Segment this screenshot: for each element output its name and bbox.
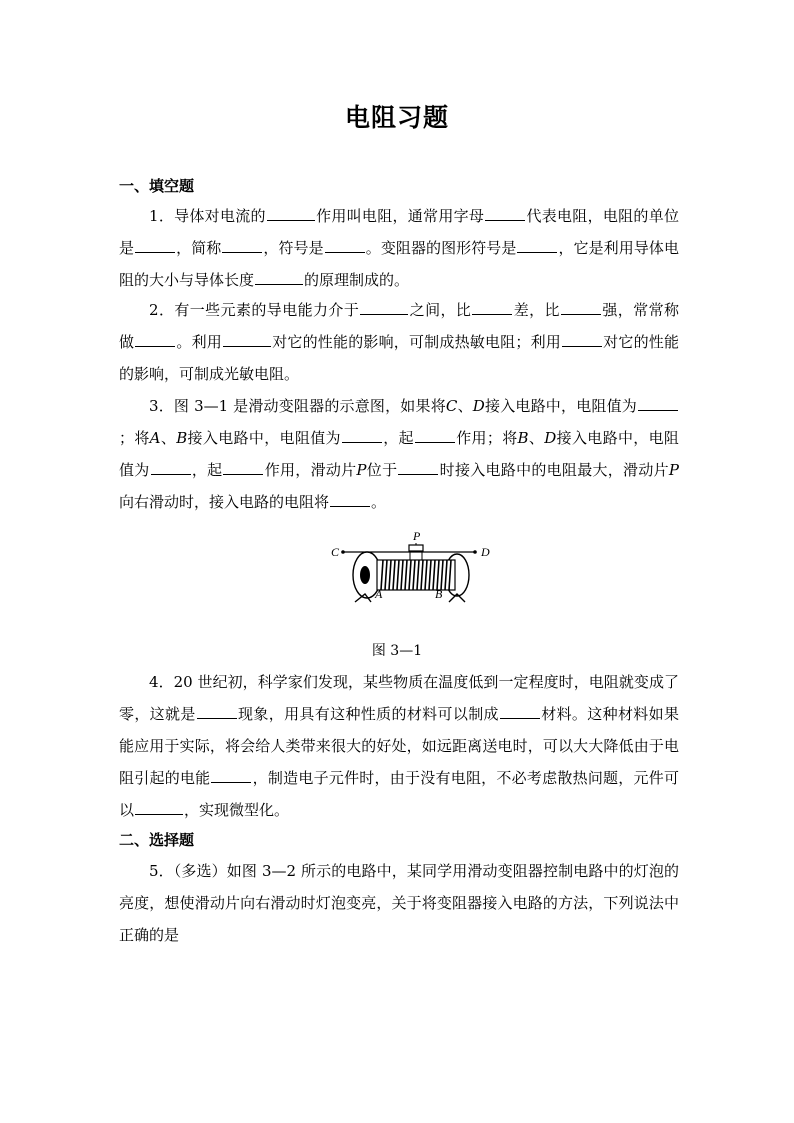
q3-var-d: D	[544, 429, 557, 447]
q3-text-k: 时接入电路中的电阻最大，滑动片	[439, 461, 669, 479]
q3-text-h: ，起	[191, 461, 223, 479]
q2-text-a: 2．有一些元素的导电能力介于	[149, 301, 360, 319]
q1-text-a: 1．导体对电流的	[149, 207, 266, 225]
left-end-hole	[360, 566, 370, 584]
q3-var-a: A	[149, 429, 161, 447]
q2-text-d: 强，常常称做	[119, 301, 679, 351]
answer-blank	[255, 269, 303, 285]
q3-sep: 、	[457, 397, 473, 415]
q4-text-c: 材料。这种材料如果能应用于实际，将会给人类带来很大的好处，如远距离送电时，可以大大降低由于电阻引起的电能	[119, 705, 679, 787]
answer-blank	[267, 205, 315, 221]
q4-text-b: 现象，用具有这种性质的材料可以制成	[237, 705, 499, 723]
answer-blank	[485, 205, 525, 221]
q3-text-d: 接入电路中，电阻值为	[187, 429, 341, 447]
section-fill-in-heading: 一、填空题	[119, 177, 195, 195]
q3-var-p: P	[668, 461, 679, 479]
answer-blank	[211, 767, 251, 783]
q3-text-l: 向右滑动时，接入电路的电阻将	[119, 493, 330, 511]
q3-text-e: ，起	[382, 429, 414, 447]
figure-caption: 图 3—1	[371, 643, 423, 659]
question-2	[119, 294, 679, 390]
q3-var-b: B	[176, 429, 188, 447]
q3-text-c: ；将	[119, 429, 150, 447]
answer-blank	[330, 491, 370, 507]
q1-text-g: ，它是利用导体电阻的大小与导体长度	[119, 239, 679, 289]
rheostat-diagram	[325, 528, 495, 608]
answer-blank	[561, 299, 601, 315]
q4-text-e: ，实现微型化。	[184, 801, 290, 819]
answer-blank	[415, 427, 455, 443]
answer-blank	[398, 459, 438, 475]
q1-text-f: 。变阻器的图形符号是	[365, 239, 517, 257]
q3-var-c: C	[445, 397, 458, 415]
q2-text-c: 差，比	[513, 301, 560, 319]
answer-blank	[135, 331, 175, 347]
q4-text-d: ，制造电子元件时，由于没有电阻，不必考虑散热问题，元件可以	[119, 769, 679, 819]
label-c: C	[331, 545, 340, 559]
q4-text-a: 4．20 世纪初，科学家们发现，某些物质在温度低到一定程度时，电阻就变成了零，这就是	[119, 673, 679, 723]
label-p: P	[413, 529, 421, 543]
q3-text-m: 。	[371, 493, 387, 511]
q1-text-d: ，简称	[176, 239, 222, 257]
label-a: A	[375, 587, 383, 601]
terminal-d-post	[473, 550, 477, 554]
answer-blank	[500, 703, 540, 719]
terminal-c-post	[341, 550, 345, 554]
answer-blank	[517, 237, 557, 253]
answer-blank	[197, 703, 237, 719]
label-b: B	[435, 587, 443, 601]
answer-blank	[223, 459, 263, 475]
q1-text-e: ，符号是	[263, 239, 324, 257]
q3-var-d: D	[472, 397, 485, 415]
q3-text-j: 位于	[366, 461, 398, 479]
q3-sep: 、	[160, 429, 177, 447]
answer-blank	[222, 237, 262, 253]
question-5: 5．（多选）如图 3—2 所示的电路中，某同学用滑动变阻器控制电路中的灯泡的亮度，想使滑动片向右滑动时灯泡变亮，关于将变阻器接入电路的方法，下列说法中正确的是	[119, 862, 679, 944]
question-1	[119, 200, 679, 296]
page-title: 电阻习题	[344, 103, 449, 132]
q1-text-b: 作用叫电阻，通常用字母	[315, 207, 485, 225]
answer-blank	[135, 799, 183, 815]
q3-text-g: 接入电路中，电阻值为	[119, 429, 679, 479]
answer-blank	[151, 459, 191, 475]
answer-blank	[342, 427, 382, 443]
q3-sep: 、	[528, 429, 545, 447]
q2-text-f: 对它的性能的影响，可制成热敏电阻；利用	[272, 333, 561, 351]
section-choice-heading: 二、选择题	[119, 831, 195, 849]
answer-blank	[360, 299, 408, 315]
slider-contact	[409, 545, 423, 551]
answer-blank	[223, 331, 271, 347]
q2-text-g: 对它的性能的影响，可制成光敏电阻。	[119, 333, 679, 383]
answer-blank	[135, 237, 175, 253]
q3-text-b: 接入电路中，电阻值为	[484, 397, 637, 415]
answer-blank	[638, 395, 678, 411]
q3-text-i: 作用，滑动片	[264, 461, 357, 479]
q3-var-b: B	[517, 429, 529, 447]
answer-blank	[562, 331, 602, 347]
question-3	[119, 390, 679, 518]
answer-blank	[325, 237, 365, 253]
label-d: D	[481, 545, 490, 559]
question-4	[119, 666, 679, 826]
q1-text-c: 代表电阻，电阻的单位是	[119, 207, 679, 257]
q3-text-a: 3．图 3—1 是滑动变阻器的示意图，如果将	[149, 397, 446, 415]
q3-var-p: P	[356, 461, 367, 479]
answer-blank	[472, 299, 512, 315]
q1-text-h: 的原理制成的。	[304, 271, 410, 289]
q3-text-f: 作用；将	[455, 429, 518, 447]
q2-text-b: 之间，比	[409, 301, 472, 319]
q2-text-e: 。利用	[176, 333, 222, 351]
